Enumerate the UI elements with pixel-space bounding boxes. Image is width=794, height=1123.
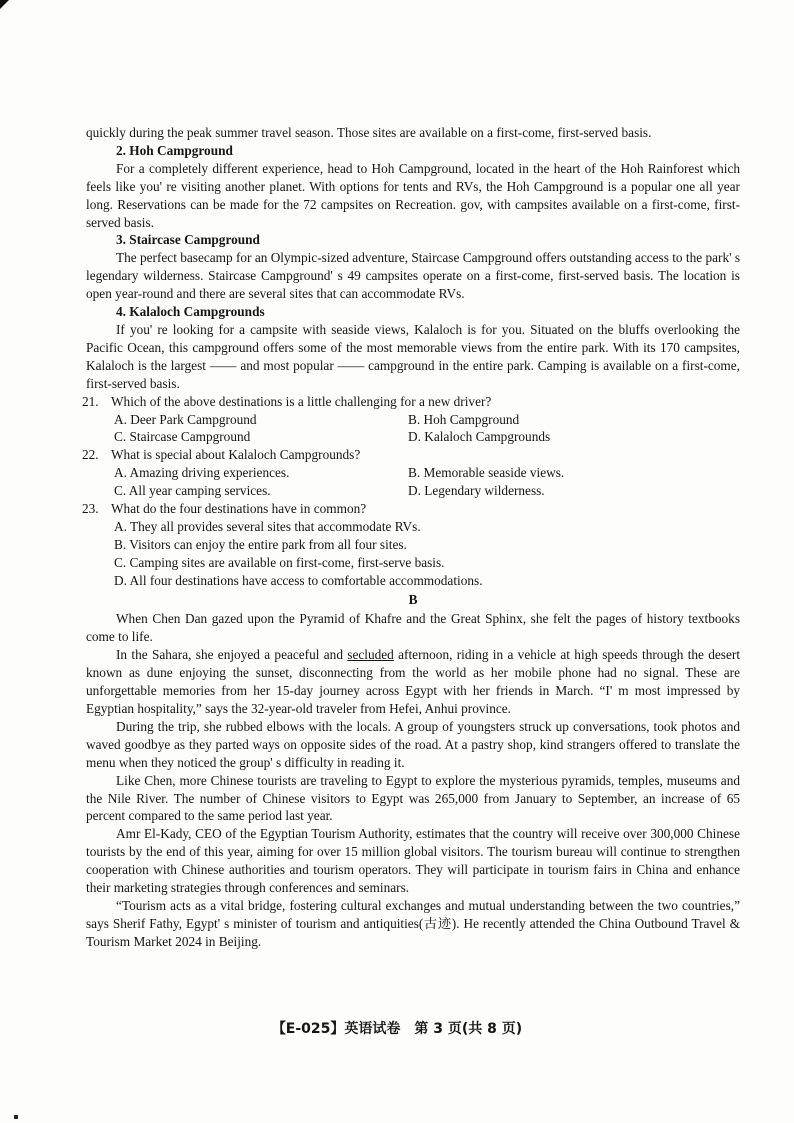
heading-staircase: 3. Staircase Campground: [116, 232, 260, 248]
options-row: [86, 464, 740, 482]
paragraph-b2-start: In the Sahara, she enjoyed a peaceful and: [116, 647, 348, 663]
option-a: A. They all provides several sites that accommodate RVs.: [114, 518, 421, 534]
heading-kalaloch: 4. Kalaloch Campgrounds: [116, 304, 265, 320]
paragraph-b2-end: afternoon, riding in a vehicle at high speeds through the desert known as dune enjoying the sunset, disconnecting from the world as her mobile phone had no signal. These are unforgettable memories from her 15-day journey across Egypt with her friends in March. “I' m most impressed by Egyptian hospitality,” says the 32-year-old traveler from Hefei, Anhui province.: [86, 647, 741, 716]
option-a: A. Amazing driving experiences.: [114, 465, 290, 481]
paragraph-staircase: The perfect basecamp for an Olympic-sized adventure, Staircase Campground offers outstanding access to the park' s legendary wilderness. Staircase Campground' s 49 campsites operate on a first-come, first-served basis. The location is open year-round and there are several sites that can accommodate RVs.: [86, 250, 740, 302]
option-b: B. Hoh Campground: [408, 411, 520, 427]
option-a: A. Deer Park Campground: [114, 411, 257, 427]
paragraph-kalaloch: If you' re looking for a campsite with seaside views, Kalaloch is for you. Situated on the bluffs overlooking the Pacific Ocean, this campground offers some of the most memorable views from the entire park. With its 170 campsites, Kalaloch is the largest —— and most popular —— campground in the entire park. Camping is available on a first-come, first-served basis.: [86, 321, 740, 391]
question-text: What do the four destinations have in common?: [111, 501, 367, 517]
paragraph-b6: “Tourism acts as a vital bridge, fostering cultural exchanges and mutual understanding between the two countries,” says Sherif Fathy, Egypt' s minister of tourism and antiquities(古迹). He recently attended the China Outbound Travel & Tourism Market 2024 in Beijing.: [86, 897, 740, 949]
option-d: D. Legendary wilderness.: [408, 483, 545, 499]
paragraph-b4: Like Chen, more Chinese tourists are traveling to Egypt to explore the mysterious pyramids, temples, museums and the Nile River. The number of Chinese visitors to Egypt was 265,000 from January to September, an increase of 65 percent compared to the same period last year.: [86, 772, 740, 824]
options-row: [86, 411, 740, 429]
page-footer: 【E-025】英语试卷 第 3 页(共 8 页): [271, 1021, 523, 1037]
option-c: C. Camping sites are available on first-come, first-serve basis.: [114, 554, 445, 570]
options-row: [86, 428, 740, 446]
question-21: [82, 393, 740, 411]
section-b-label: B: [408, 591, 418, 607]
question-text: Which of the above destinations is a little challenging for a new driver?: [111, 393, 492, 409]
option-d: D. All four destinations have access to comfortable accommodations.: [114, 572, 483, 588]
question-22: [82, 446, 740, 464]
underlined-word: secluded: [347, 647, 394, 663]
option-c: C. All year camping services.: [114, 483, 271, 499]
passage-continuation: quickly during the peak summer travel season. Those sites are available on a first-come, first-served basis.: [86, 125, 652, 140]
option-b: B. Memorable seaside views.: [408, 465, 565, 481]
page-content: [82, 124, 741, 951]
paragraph-b2: [86, 646, 740, 718]
question-text: What is special about Kalaloch Campgrounds?: [111, 447, 361, 463]
question-number: 22.: [82, 447, 99, 463]
options-row: [86, 482, 740, 500]
question-23: [82, 500, 740, 518]
question-number: 23.: [82, 501, 99, 517]
paragraph-b3: During the trip, she rubbed elbows with the locals. A group of youngsters struck up conversations, took photos and waved goodbye as they parted ways on opposite sides of the road. At a pastry shop, kind strangers offered to translate the menu when they noticed the group' s difficulty in reading it.: [86, 718, 740, 770]
paragraph-b1: When Chen Dan gazed upon the Pyramid of Khafre and the Great Sphinx, she felt the pages of history textbooks come to life.: [86, 611, 740, 645]
question-number: 21.: [82, 393, 99, 409]
heading-hoh: 2. Hoh Campground: [116, 142, 233, 158]
option-b: B. Visitors can enjoy the entire park from all four sites.: [114, 536, 407, 552]
option-d: D. Kalaloch Campgrounds: [408, 429, 551, 445]
corner-dot: [14, 1115, 18, 1119]
corner-mark: [0, 0, 9, 9]
paragraph-hoh: For a completely different experience, head to Hoh Campground, located in the heart of the Hoh Rainforest which feels like you' re visiting another planet. With options for tents and RVs, the Hoh Campground is a popular one all year long. Reservations can be made for the 72 campsites on Recreation. gov, with campsites available on a first-come, first-served basis.: [86, 160, 740, 230]
paragraph-b5: Amr El-Kady, CEO of the Egyptian Tourism Authority, estimates that the country will receive over 300,000 Chinese tourists by the end of this year, aiming for over 15 million global visitors. The tourism bureau will continue to strengthen cooperation with Chinese authorities and tourism operators. They will participate in tourism fairs in China and enhance their marketing strategies through conferences and seminars.: [86, 826, 740, 896]
option-c: C. Staircase Campground: [114, 429, 251, 445]
